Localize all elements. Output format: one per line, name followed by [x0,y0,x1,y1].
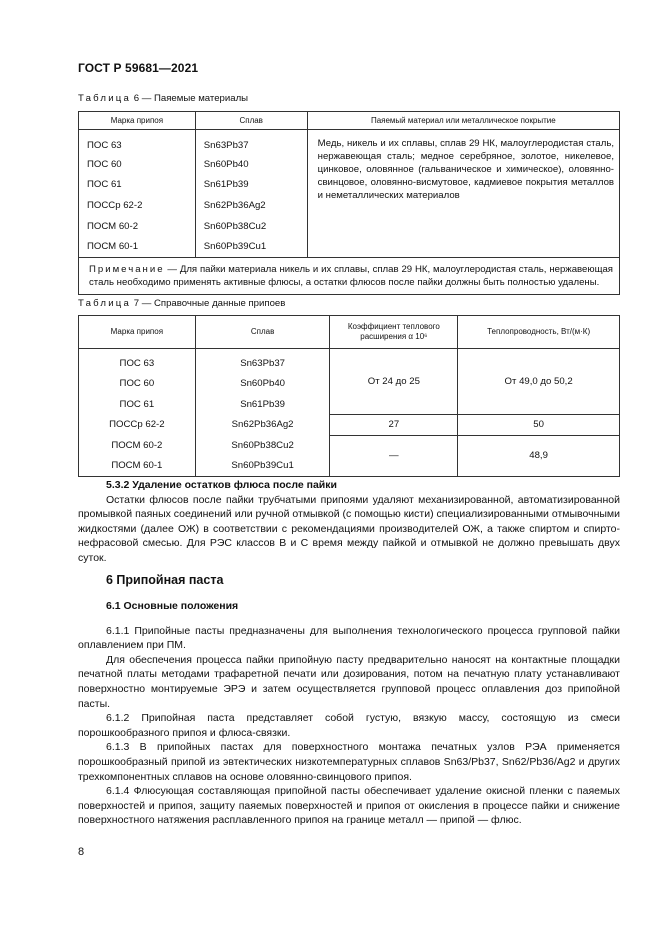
alloy-cell: Sn63Pb37 [195,130,307,155]
brand-cell: ПОС 63 [79,130,196,155]
alloy-cell: Sn61Pb39 [195,175,307,196]
page-number: 8 [78,846,85,858]
table6-col-alloy: Сплав [195,112,307,130]
brand-cell: ПОСМ 60-1 [79,456,196,477]
alloy-cell: Sn62Pb36Ag2 [195,415,330,436]
conductivity-cell: 50 [458,415,620,436]
table7 [78,315,620,477]
section-6-body [78,599,620,828]
alloy-cell: Sn61Pb39 [195,394,330,415]
section-6-heading: 6 Припойная паста [106,573,224,587]
table7-header-row [79,316,620,349]
standard-header: ГОСТ Р 59681—2021 [78,61,199,75]
table6-caption [78,93,248,104]
table6-note-row [79,257,620,294]
table7-col-conductivity: Теплопроводность, Вт/(м·К) [458,316,620,349]
section-5-3-2-heading: 5.3.2 Удаление остатков флюса после пайки [106,479,337,491]
note-text: — Для пайки материала никель и их сплавы, сплав 29 НК, малоуглеродистая сталь, нержавеющая сталь необходимо применять активные флюсы, а остатки флюсов после пайки должны быть полностью удалены. [89,263,613,289]
table6-col-material: Паяемый материал или металлическое покрытие [307,112,619,130]
brand-cell: ПОСМ 60-2 [79,435,196,456]
paragraph-6-1-1b: Для обеспечения процесса пайки припойную пасту предварительно наносят на контактные площадки печатной платы методами трафаретной печати или дозирования, потом на печатную плату устанавливают поверхностно монтируемые ЭРЭ и затем осуществляется групповой процесс оплавления доз припойной пасты. [78,653,620,710]
alloy-cell: Sn62Pb36Ag2 [195,195,307,216]
table6-header-row [79,112,620,130]
brand-cell: ПОС 60 [79,154,196,175]
conductivity-cell: 48,9 [458,435,620,477]
table7-col-alloy: Сплав [195,316,330,349]
section-6-1-heading: 6.1 Основные положения [106,600,239,612]
table7-col-expansion: Коэффициент теплового расширения α 10⁶ [330,316,458,349]
brand-cell: ПОСМ 60-2 [79,216,196,237]
section-5-3-2 [78,478,620,566]
table7-caption [78,298,285,309]
table-row [79,415,620,436]
materials-cell: Медь, никель и их сплавы, сплав 29 НК, малоуглеродистая сталь, нержавеющая сталь; медное серебряное, золотое, никелевое, цинковое, оловянное (гальваническое и химическое), оловянно-свинцовое, оловянно-висмутовое, кадмиевое покрытия металлов и неметаллических материалов [307,130,619,258]
table-row [79,349,620,374]
table6-note [79,257,620,294]
table6-caption-text: — Паяемые материалы [141,93,249,104]
table7-col-brand: Марка припоя [79,316,196,349]
conductivity-cell: От 49,0 до 50,2 [458,349,620,415]
table6 [78,111,620,295]
brand-cell: ПОССр 62-2 [79,415,196,436]
brand-cell: ПОС 61 [79,394,196,415]
paragraph-6-1-2: 6.1.2 Припойная паста представляет собой густую, вязкую массу, состоящую из смеси порошкообразного припоя и флюса-связки. [78,712,620,739]
paragraph-6-1-1: 6.1.1 Припойные пасты предназначены для выполнения технологического процесса групповой пайки оплавлением при ПМ. [78,624,620,652]
table6-caption-number: 6 [133,93,140,104]
alloy-cell: Sn63Pb37 [195,349,330,374]
alloy-cell: Sn60Pb40 [195,154,307,175]
table-row [79,435,620,456]
note-label: Примечание [89,263,165,275]
paragraph-6-1-4: 6.1.4 Флюсующая составляющая припойной пасты обеспечивает удаление окисной пленки с паяемых поверхностей и припоя, защиту паяемых поверхностей и припоя от окисления в процессе пайки и снижение поверхностного натяжения расплавленного припоя на границе металл — припой — флюс. [78,785,620,827]
expansion-cell: От 24 до 25 [330,349,458,415]
alloy-cell: Sn60Pb38Cu2 [195,435,330,456]
brand-cell: ПОС 61 [79,175,196,196]
paragraph-6-1-3: 6.1.3 В припойных пастах для поверхностного монтажа печатных узлов РЭА применяется порошкообразный припой из эвтектических низкотемпературных сплавов Sn63/Pb37, Sn62/Pb36/Ag2 и других трехкомпонентных сплавов на основе оловянно-свинцового припоя. [78,741,620,783]
table7-caption-text: — Справочные данные припоев [141,298,286,309]
table-row [79,130,620,155]
brand-cell: ПОСМ 60-1 [79,236,196,257]
alloy-cell: Sn60Pb39Cu1 [195,456,330,477]
expansion-cell: 27 [330,415,458,436]
expansion-cell: — [330,435,458,477]
alloy-cell: Sn60Pb40 [195,374,330,395]
table6-caption-label: Таблица [78,93,132,104]
section-5-3-2-text: Остатки флюсов после пайки трубчатыми припоями удаляют механизированной, автоматизированной промывкой паяных соединений или ручной отмывкой (с помощью кисти) специализированными отмывочными жидкостями (далее ОЖ) в соответствии с рекомендациями производителей ОЖ, а также спиртом и спирто-нефрасовой смесью. Для РЭС классов В и С время между пайкой и отмывкой не должно превышать двух суток. [78,493,620,564]
brand-cell: ПОС 60 [79,374,196,395]
table6-col-brand: Марка припоя [79,112,196,130]
alloy-cell: Sn60Pb39Cu1 [195,236,307,257]
table7-caption-label: Таблица [78,298,132,309]
brand-cell: ПОССр 62-2 [79,195,196,216]
alloy-cell: Sn60Pb38Cu2 [195,216,307,237]
table7-caption-number: 7 [133,298,140,309]
brand-cell: ПОС 63 [79,349,196,374]
